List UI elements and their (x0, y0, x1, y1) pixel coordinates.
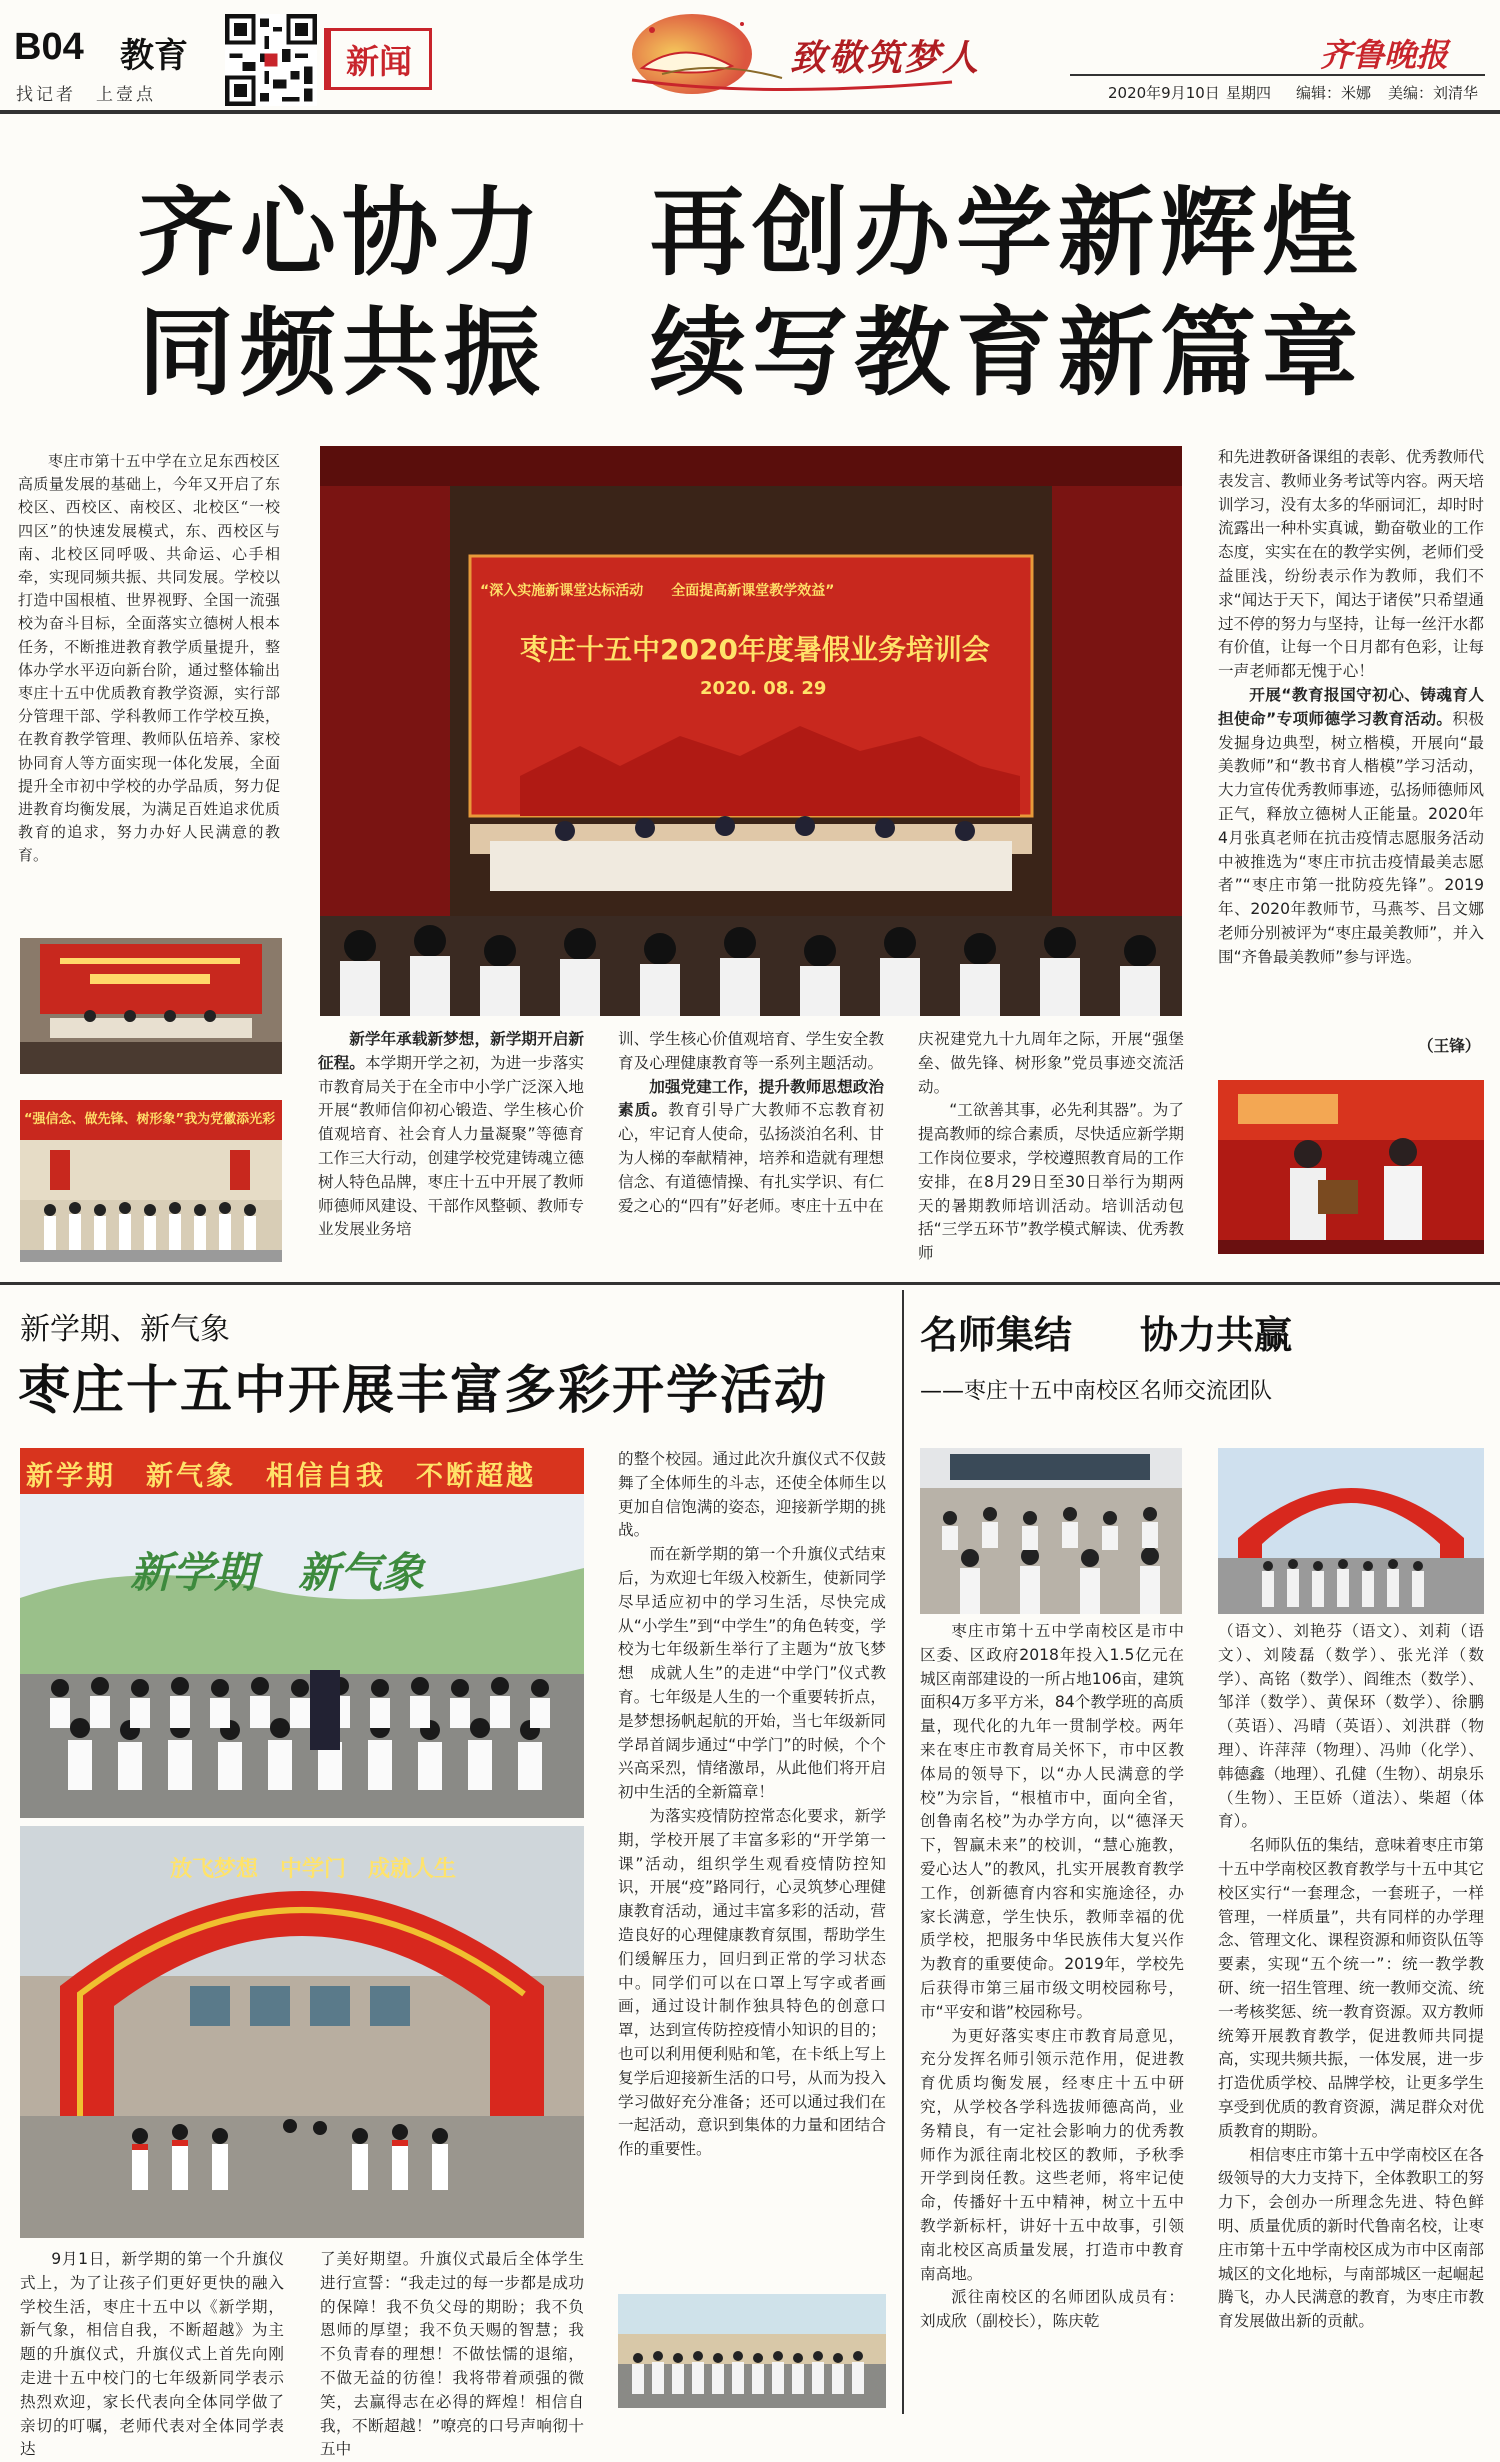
masthead-weekday: 星期四 (1226, 84, 1272, 102)
headline-line2-right: 续写教育新篇章 (650, 297, 1364, 409)
lead-in: 开展“教育报国守初心、铸魂育人担使命”专项师德学习教育活动。 (1218, 685, 1484, 728)
paragraph (618, 1448, 886, 1543)
news-tag-label: 新闻 (346, 42, 412, 81)
para-text: 庆祝建党九十九周年之际，开展“强堡垒、做先锋、树形象”党员事迹交流活动。 (918, 1030, 1184, 1096)
paragraph (1218, 446, 1484, 684)
paragraph (618, 1076, 884, 1219)
para-text: 教育引导广大教师不忘教育初心，牢记育人使命，弘扬淡泊名利、甘为人梯的奉献精神，培养和造就有理想信念、有道德情操、有扎实学识、有仁爱之心的“四有”好老师。枣庄十五中在 (618, 1101, 884, 1215)
stage-banner-date: 2020. 08. 29 (700, 678, 827, 699)
story1-divider (0, 1282, 1500, 1285)
stage-banner-title: 枣庄十五中2020年度暑假业务培训会 (520, 633, 990, 666)
column-art-title: 致敬筑梦人 (790, 37, 981, 79)
story1-col-b (618, 1028, 884, 1272)
para-text: 积极发掘身边典型，树立楷模，开展向“最美教师”和“教书育人楷模”学习活动，大力宣传优秀教师事迹，弘扬师德师风正气，释放立德树人正能量。2020年4月张真老师在抗击疫情志愿服务活动中被推选为“枣庄市抗击疫情最美志愿者”“枣庄市第一批防疫先锋”。2019年、2020年教师节，马燕芩、吕文娜老师分别被评为“枣庄最美教师”，并入围“齐鲁最美教师”参与评选。 (1218, 709, 1484, 966)
staff-photo-banner: “强信念、做先锋、树形象”我为党徽添光彩 (24, 1112, 276, 1127)
paragraph (1218, 2144, 1484, 2334)
page-code: B04 (14, 26, 84, 68)
paragraph (920, 2286, 1184, 2334)
para-text: “工欲善其事，必先利其器”。为了提高教师的综合素质，尽快适应新学期工作岗位要求，学校遵照教育局的工作安排，在8月29日至30日举行为期两天的暑期教师培训活动。培训活动包括“三学五环节”教学模式解读、优秀教师 (918, 1101, 1184, 1263)
para-text: 本学期开学之初，为进一步落实市教育局关于在全市中小学广泛深入地开展“教师信仰初心锻造、学生核心价值观培育、社会育人力量凝聚”等德育工作三大行动，创建学校党建铸魂立德树人特色品牌，枣庄十五中开展了教师师德师风建设、干部作风整顿、教师专业发展业务培 (318, 1053, 584, 1239)
paragraph (20, 2248, 284, 2462)
story1-lead-text: 枣庄市第十五中学在立足东西校区高质量发展的基础上，今年又开启了东校区、西校区、南校区、北校区“一校四区”的快速发展模式，东、西校区与南、北校区同呼吸、共命运、心手相牵，实现同频共振、共同发展。学校以打造中国根植、世界视野、全国一流强校为奋斗目标，全面落实立德树人根本任务，不断推进教育教学质量提升，整体办学水平迈向新台阶，通过整体输出枣庄十五中优质教育教学资源，实行部分管理干部、学科教师工作学校互换，在教育教学管理、教师队伍培养、家校协同育人等方面实现一体化发展，全面提升全市初中学校的办学品质，努力促进教育均衡发展，为满足百姓追求优质教育的追求，努力办好人民满意的教育。 (18, 452, 280, 865)
para-text: 枣庄市第十五中学南校区是市中区委、区政府2018年投入1.5亿元在城区南部建设的一所占地106亩，建筑面积4万多平方米，84个教学班的高质量，现代化的九年一贯制学校。两年来在枣庄市教育局关怀下，市中区教体局的领导下，以“办人民满意的学校”为宗旨，“根植市中，面向全省，创鲁南名校”为办学方向，以“德泽天下，智赢未来”的校训，“慧心施教，爱心达人”的教风，扎实开展教育教学工作，创新德育内容和实施途径，办家长满意，学生快乐，教师幸福的优质学校，把服务中华民族伟大复兴作为教育的重要使命。2019年，学校先后获得市第三届市级文明校园称号，市“平安和谐”校园称号。 (920, 1622, 1184, 2021)
para-text: 训、学生核心价值观培育、学生安全教育及心理健康教育等一系列主题活动。 (618, 1030, 884, 1072)
lead-in: 新学年承载新梦想，新学期开启新征程。 (318, 1030, 584, 1072)
para-text: 为更好落实枣庄市教育局意见，充分发挥名师引领示范作用，促进教育优质均衡发展，经枣庄十五中研究，从学校各学科选拔师德高尚，业务精良，有一定社会影响力的优秀教师作为派往南北校区的教师，予秋季开学到岗任教。这些老师，将牢记使命，传播好十五中精神，树立十五中教学新标杆，讲好十五中故事，引领南北校区高质量发展，打造市中教育南高地。 (920, 2026, 1184, 2283)
stage-photo (320, 446, 1182, 1016)
paragraph (918, 1099, 1184, 1266)
para-text: 派往南校区的名师团队成员有：刘成欣（副校长），陈庆乾 (920, 2288, 1184, 2331)
paper-logo: 齐鲁晚报 (1320, 36, 1449, 74)
school-gate-photo (20, 1826, 584, 2238)
story3-subtitle: ——枣庄十五中南校区名师交流团队 (920, 1379, 1273, 1404)
story3-col-b (1218, 1620, 1484, 2412)
masthead-bottom-rule (0, 110, 1500, 114)
paragraph (1218, 1620, 1484, 1834)
masthead-editor: 编辑：米娜 (1296, 84, 1372, 102)
story2-story3-divider (902, 1290, 904, 2414)
award-photo (1218, 1080, 1484, 1254)
story3-col-a (920, 1620, 1184, 2412)
story1-col-c (918, 1028, 1184, 1272)
student-group-photo (618, 2294, 886, 2408)
para-text: 了美好期望。升旗仪式最后全体学生进行宣誓：“我走过的每一步都是成功的保障！我不负父母的期盼；我不负恩师的厚望；我不负天赐的智慧；我不负青春的理想！不做怯懦的退缩，不做无益的彷徨！我将带着顽强的微笑，去赢得志在必得的辉煌！相信自我，不断超越！”嘹亮的口号声响彻十五中 (320, 2250, 584, 2459)
para-text: 的整个校园。通过此次升旗仪式不仅鼓舞了全体师生的斗志，还使全体师生以更加自信饱满的姿态，迎接新学期的挑战。 (618, 1450, 886, 1540)
paragraph (920, 1620, 1184, 2025)
story2-col-b (320, 2248, 584, 2459)
paragraph (1218, 684, 1484, 970)
paragraph (318, 1028, 584, 1242)
section-name: 教育 (120, 36, 188, 76)
para-text: 名师队伍的集结，意味着枣庄市第十五中学南校区教育教学与十五中其它校区实行“一套理念，一套班子，一样管理，一样质量”，共有同样的办学理念、管理文化、课程资源和师资队伍等要素，实现“五个统一”：统一教学教研、统一招生管理、统一教师交流、统一考核奖惩、统一教育资源。双方教师统筹开展教育教学，促进教师共同提高，实现共频共振，一体发展，进一步打造优质学校、品牌学校，让更多学生享受到优质的教育资源，满足群众对优质教育的期盼。 (1218, 1836, 1484, 2140)
masthead-designer: 美编：刘清华 (1388, 84, 1479, 102)
story1-col-d (1218, 446, 1484, 1060)
masthead-info-rule (1070, 74, 1485, 76)
paragraph (920, 2025, 1184, 2287)
masthead-slogan: 找记者 上壹点 (16, 85, 156, 105)
paragraph (918, 1028, 1184, 1099)
story3-title-left: 名师集结 (920, 1313, 1073, 1357)
para-text: 为落实疫情防控常态化要求，新学期，学校开展了丰富多彩的“开学第一课”活动，组织学生观看疫情防控知识，开展“疫”路同行，心灵筑梦心理健康教育活动，通过丰富多彩的活动，营造良好的心理健康教育氛围，帮助学生们缓解压力，回归到正常的学习状态中。同学们可以在口罩上写字或者画画，通过设计制作独具特色的创意口罩，达到宣传防控疫情小知识的目的；也可以利用便利贴和笔，在卡纸上写上复学后迎接新生活的口号，从而为投入学习做好充分准备；还可以通过我们在一起活动，意识到集体的力量和团结合作的重要性。 (618, 1806, 886, 2159)
para-text: 而在新学期的第一个升旗仪式结束后，为欢迎七年级入校新生，使新同学尽早适应初中的学习生活，尽快完成从“小学生”到“中学生”的角色转变，学校为七年级新生举行了主题为“放飞梦想 成就人生”的走进“中学门”仪式教育。七年级是人生的一个重要转折点，是梦想扬帆起航的开始，当七年级新同学昂首阔步通过“中学门”的时候，个个兴高采烈，情绪激昂，从此他们将开启初中生活的全新篇章！ (618, 1545, 886, 1802)
qr-code-icon (225, 14, 317, 106)
story2-kicker: 新学期、新气象 (20, 1312, 230, 1347)
gate-arch-text: 放飞梦想 中学门 成就人生 (170, 1857, 457, 1882)
paragraph (1218, 1834, 1484, 2143)
flag-photo-banner: 新学期 新气象 相信自我 不断超越 (26, 1461, 536, 1492)
lead-in: 加强党建工作，提升教师思想政治素质。 (618, 1077, 884, 1120)
headline-line1-right: 再创办学新辉煌 (650, 177, 1364, 289)
headline-line1-left: 齐心协力 (138, 177, 546, 289)
story1-col-a (318, 1028, 584, 1272)
story2-col-a (20, 2248, 284, 2459)
para-text: 相信枣庄市第十五中学南校区在各级领导的大力支持下，全体教职工的努力下，会创办一所理念先进、特色鲜明、质量优质的新时代鲁南名校，让枣庄市第十五中学南校区成为市中区南部城区的文化地标，与南部城区一起崛起腾飞，办人民满意的教育，为枣庄市教育发展做出新的贡献。 (1218, 2145, 1484, 2331)
para-text: （语文）、刘艳芬（语文）、刘莉（语文）、刘陵磊（数学）、张光洋（数学）、高铭（数学）、阎维杰（数学）、邹洋（数学）、黄保环（数学）、徐鹏（英语）、冯晴（英语）、刘洪群（物理）、许萍萍（物理）、冯帅（化学）、韩德鑫（地理）、孔健（生物）、胡泉乐（生物）、王臣娇（道法）、柴超（体育）。 (1218, 1622, 1484, 1831)
story2-title: 枣庄十五中开展丰富多彩开学活动 (18, 1361, 829, 1421)
paragraph (320, 2248, 584, 2462)
story2-col-c (618, 1448, 886, 2416)
story1-lead (18, 450, 280, 920)
meeting-photo (20, 938, 282, 1074)
arch-group-photo (1218, 1448, 1484, 1614)
classroom-photo (920, 1448, 1182, 1614)
para-text: 和先进教研备课组的表彰、优秀教师代表发言、教师业务考试等内容。两天培训学习，没有太多的华丽词汇，却时时流露出一种朴实真诚，勤奋敬业的工作态度，实实在在的教学实例，老师们受益匪浅，纷纷表示作为教师，我们不求“闻达于天下，闻达于诸侯”只希望通过不停的努力与坚持，让每一丝汗水都有价值，让每一个日月都有色彩，让每一声老师都无愧于心！ (1218, 448, 1484, 681)
masthead-date: 2020年9月10日 (1108, 84, 1220, 102)
paragraph (618, 1028, 884, 1076)
headline-line2-left: 同频共振 (138, 297, 546, 409)
stage-banner-slogan: “深入实施新课堂达标活动 全面提高新课堂教学效益” (480, 583, 835, 599)
flag-ceremony-photo (20, 1448, 584, 1818)
story3-title-right: 协力共赢 (1140, 1313, 1293, 1357)
para-text: 9月1日，新学期的第一个升旗仪式上，为了让孩子们更好更快的融入学校生活，枣庄十五中以《新学期，新气象，相信自我，不断超越》为主题的升旗仪式，升旗仪式上首先向刚走进十五中校门的七年级新同学表示热烈欢迎，家长代表向全体同学做了亲切的叮嘱，老师代表对全体同学表达 (20, 2250, 284, 2459)
story1-byline: （王锋） (1418, 1037, 1481, 1055)
paragraph (618, 1543, 886, 1805)
flag-photo-board: 新学期 新气象 (130, 1548, 425, 1597)
paragraph (618, 1805, 886, 2162)
